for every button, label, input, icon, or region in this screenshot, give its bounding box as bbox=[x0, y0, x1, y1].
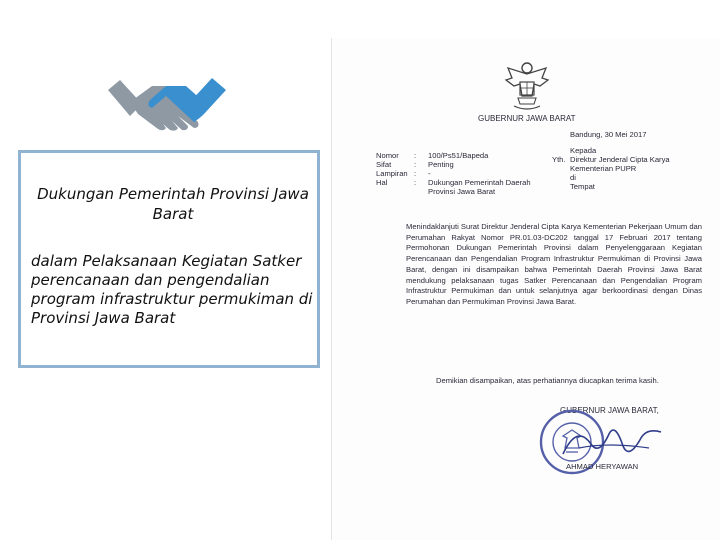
meta-label: Nomor bbox=[376, 151, 399, 160]
place-date: Bandung, 30 Mei 2017 bbox=[570, 130, 647, 139]
letter-paragraph: Menindaklanjuti Surat Direktur Jenderal Cipta Karya Kementerian Pekerjaan Umum dan Perumahan Rakyat Nomor PR.01.03-DC202 tanggal 17 Februari 2017 tentang Permohonan Dukungan Pemerintah Provinsi dalam Penyelenggaraan Kegiatan Perencanaan dan Pengendalian Program Infrastruktur Permukiman di Provinsi Jawa Barat, dengan ini disampaikan bahwa Pemerintah Daerah Provinsi Jawa Barat mendukung pelaksanaan tugas Satker Perencanaan dan Pengendalian Program Infrastruktur Permukiman dan untuk selanjutnya agar berkoordinasi dengan Dinas Perumahan dan Permukiman Provinsi Jawa Barat. bbox=[406, 222, 702, 306]
box-title: Dukungan Pemerintah Provinsi Jawa Barat bbox=[37, 185, 309, 223]
handshake-icon bbox=[108, 72, 226, 134]
addressee-line: Tempat bbox=[570, 182, 595, 191]
meta-value: 100/Ps51/Bapeda bbox=[428, 151, 489, 160]
signer-name: AHMAD HERYAWAN bbox=[566, 462, 639, 471]
meta-value: - bbox=[428, 169, 431, 178]
meta-sep: : bbox=[414, 151, 417, 160]
addressee-line: Direktur Jenderal Cipta Karya bbox=[570, 155, 670, 164]
meta-sep: : bbox=[414, 169, 417, 178]
letter-closing: Demikian disampaikan, atas perhatiannya diucapkan terima kasih. bbox=[436, 376, 659, 385]
addressee-yth: Yth. bbox=[552, 155, 566, 164]
text-box bbox=[18, 150, 320, 368]
meta-label: Lampiran bbox=[376, 169, 408, 178]
meta-value: Dukungan Pemerintah Daerah bbox=[428, 178, 531, 187]
addressee-line: di bbox=[570, 173, 576, 182]
addressee-line: Kementerian PUPR bbox=[570, 164, 637, 173]
box-body: dalam Pelaksanaan Kegiatan Satker perencanaan dan pengendalian program infrastruktur permukiman di Provinsi Jawa Barat bbox=[31, 252, 313, 327]
meta-label: Hal bbox=[376, 178, 388, 187]
meta-value: Penting bbox=[428, 160, 454, 169]
letter-header: GUBERNUR JAWA BARAT bbox=[478, 114, 576, 123]
meta-label: Sifat bbox=[376, 160, 392, 169]
meta-sep: : bbox=[414, 178, 417, 187]
signature bbox=[557, 418, 667, 468]
meta-value: Provinsi Jawa Barat bbox=[428, 187, 496, 196]
meta-sep: : bbox=[414, 160, 417, 169]
addressee-kepada: Kepada bbox=[570, 146, 597, 155]
garuda-emblem bbox=[504, 58, 550, 114]
signature-title: GUBERNUR JAWA BARAT, bbox=[560, 406, 659, 415]
scanned-letter bbox=[332, 38, 720, 540]
